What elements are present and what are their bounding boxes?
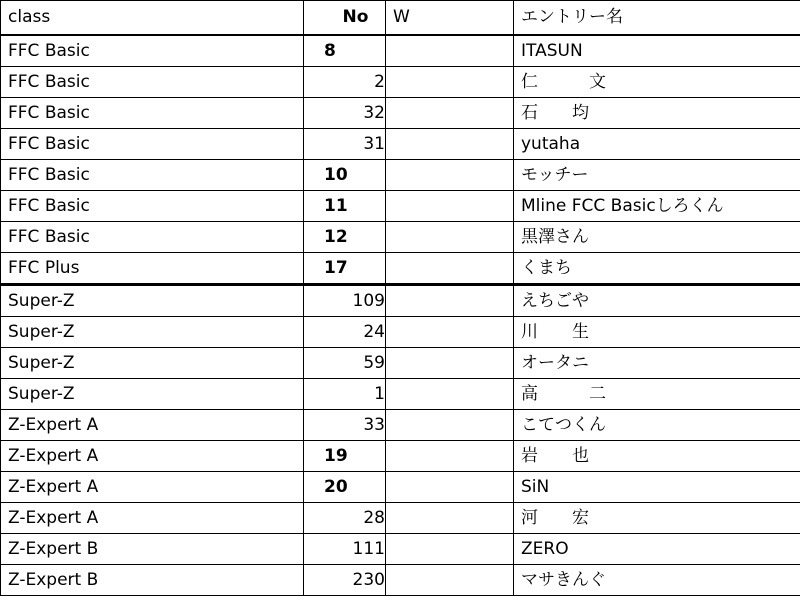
- w-cell: [386, 502, 514, 533]
- no-cell: 19: [304, 440, 386, 471]
- w-cell: [386, 471, 514, 502]
- entry-name-cell: 河 宏: [514, 502, 800, 533]
- table-row: [1, 378, 800, 409]
- no-cell: 17: [304, 252, 386, 284]
- header-no: No: [304, 1, 386, 35]
- class-cell: Z-Expert A: [1, 502, 304, 533]
- entry-name-cell: モッチー: [514, 159, 800, 190]
- table-row: [1, 440, 800, 471]
- no-cell: 8: [304, 35, 386, 67]
- table-row: [1, 66, 800, 97]
- header-row: [1, 1, 800, 35]
- table-row: [1, 159, 800, 190]
- entry-name-cell: えちごや: [514, 284, 800, 316]
- w-cell: [386, 128, 514, 159]
- w-cell: [386, 409, 514, 440]
- table-row: [1, 347, 800, 378]
- w-cell: [386, 533, 514, 564]
- w-cell: [386, 66, 514, 97]
- entry-name-cell: 仁 文: [514, 66, 800, 97]
- class-cell: FFC Plus: [1, 252, 304, 284]
- w-cell: [386, 284, 514, 316]
- w-cell: [386, 159, 514, 190]
- entry-name-cell: ZERO: [514, 533, 800, 564]
- entry-name-cell: 石 均: [514, 97, 800, 128]
- no-cell: 11: [304, 190, 386, 221]
- no-cell: 2: [304, 66, 386, 97]
- w-cell: [386, 97, 514, 128]
- entry-name-cell: こてつくん: [514, 409, 800, 440]
- class-cell: FFC Basic: [1, 128, 304, 159]
- table-row: [1, 221, 800, 252]
- entry-name-cell: マサきんぐ: [514, 564, 800, 595]
- table-row: [1, 190, 800, 221]
- table-row: [1, 35, 800, 67]
- w-cell: [386, 316, 514, 347]
- no-cell: 12: [304, 221, 386, 252]
- no-cell: 31: [304, 128, 386, 159]
- header-w: W: [386, 1, 514, 35]
- class-cell: FFC Basic: [1, 35, 304, 67]
- class-cell: Super-Z: [1, 316, 304, 347]
- no-cell: 1: [304, 378, 386, 409]
- table-row: [1, 97, 800, 128]
- table-row: [1, 502, 800, 533]
- table-row: [1, 128, 800, 159]
- w-cell: [386, 564, 514, 595]
- w-cell: [386, 35, 514, 67]
- no-cell: 33: [304, 409, 386, 440]
- entry-name-cell: yutaha: [514, 128, 800, 159]
- class-cell: Z-Expert A: [1, 409, 304, 440]
- entry-name-cell: 黒澤さん: [514, 221, 800, 252]
- table-row: [1, 533, 800, 564]
- no-cell: 20: [304, 471, 386, 502]
- header-class: class: [1, 1, 304, 35]
- class-cell: Z-Expert B: [1, 564, 304, 595]
- table-row: [1, 564, 800, 595]
- w-cell: [386, 221, 514, 252]
- no-cell: 28: [304, 502, 386, 533]
- w-cell: [386, 190, 514, 221]
- class-cell: Super-Z: [1, 284, 304, 316]
- w-cell: [386, 252, 514, 284]
- table-row: [1, 252, 800, 284]
- class-cell: Z-Expert A: [1, 471, 304, 502]
- entry-name-cell: オータニ: [514, 347, 800, 378]
- class-cell: Z-Expert A: [1, 440, 304, 471]
- class-cell: FFC Basic: [1, 97, 304, 128]
- class-cell: Z-Expert B: [1, 533, 304, 564]
- w-cell: [386, 347, 514, 378]
- table-row: [1, 471, 800, 502]
- table-row: [1, 284, 800, 316]
- class-cell: FFC Basic: [1, 159, 304, 190]
- no-cell: 59: [304, 347, 386, 378]
- class-cell: Super-Z: [1, 347, 304, 378]
- no-cell: 10: [304, 159, 386, 190]
- entry-name-cell: 岩 也: [514, 440, 800, 471]
- no-cell: 109: [304, 284, 386, 316]
- no-cell: 24: [304, 316, 386, 347]
- header-name: エントリー名: [514, 1, 800, 35]
- entry-name-cell: 高 二: [514, 378, 800, 409]
- class-cell: FFC Basic: [1, 66, 304, 97]
- entry-name-cell: Mline FCC Basicしろくん: [514, 190, 800, 221]
- no-cell: 230: [304, 564, 386, 595]
- w-cell: [386, 440, 514, 471]
- entry-name-cell: 川 生: [514, 316, 800, 347]
- table-row: [1, 316, 800, 347]
- w-cell: [386, 378, 514, 409]
- class-cell: Super-Z: [1, 378, 304, 409]
- entry-name-cell: SiN: [514, 471, 800, 502]
- no-cell: 32: [304, 97, 386, 128]
- no-cell: 111: [304, 533, 386, 564]
- class-cell: FFC Basic: [1, 190, 304, 221]
- entry-name-cell: くまち: [514, 252, 800, 284]
- entry-name-cell: ITASUN: [514, 35, 800, 67]
- class-cell: FFC Basic: [1, 221, 304, 252]
- table-row: [1, 409, 800, 440]
